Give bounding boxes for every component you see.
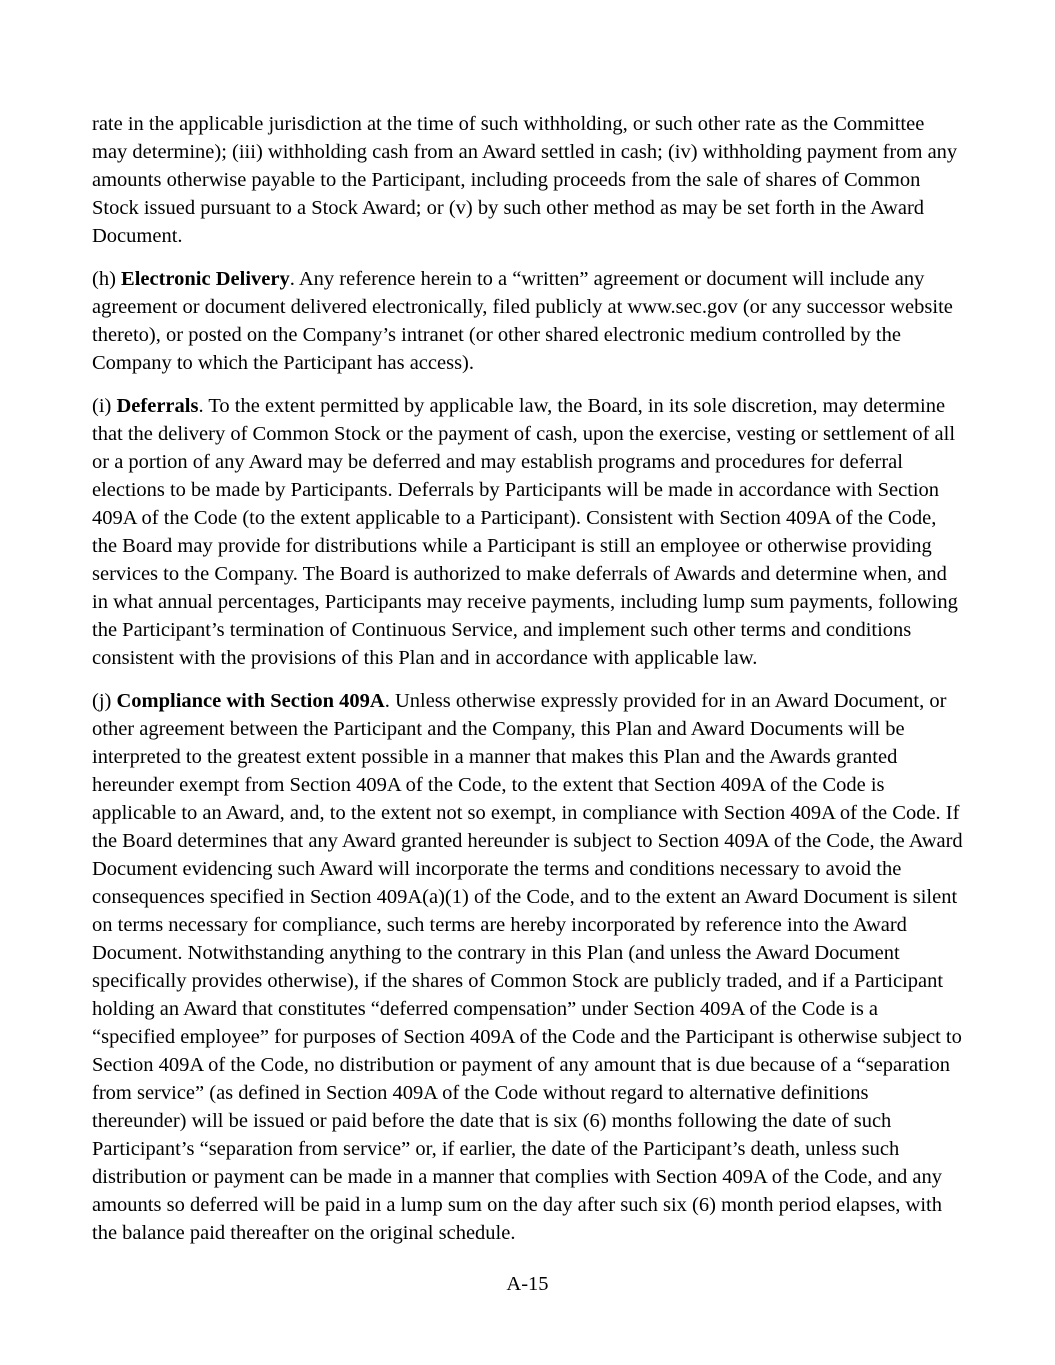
document-body [92,110,964,1247]
paragraph-compliance-409a [92,687,964,1247]
paragraph-text: . To the extent permitted by applicable law, the Board, in its sole discretion, may determine that the delivery of Common Stock or the payment of cash, upon the exercise, vesting or settlement of all or a portion of any Award may be deferred and may establish programs and procedures for deferral elections to be made by Participants. Deferrals by Participants will be made in accordance with Section 409A of the Code (to the extent applicable to a Participant). Consistent with Section 409A of the Code, the Board may provide for distributions while a Participant is still an employee or otherwise providing services to the Company. The Board is authorized to make deferrals of Awards and determine when, and in what annual percentages, Participants may receive payments, including lump sum payments, following the Participant’s termination of Continuous Service, and implement such other terms and conditions consistent with the provisions of this Plan and in accordance with applicable law. [92,395,958,669]
page-number: A-15 [506,1273,549,1295]
paragraph-withholding-continuation [92,110,964,250]
paragraph-deferrals [92,392,964,672]
paragraph-text: rate in the applicable jurisdiction at the time of such withholding, or such other rate as the Committee may determine); (iii) withholding cash from an Award settled in cash; (iv) withholding payment from any amounts otherwise payable to the Participant, including proceeds from the sale of shares of Common Stock issued pursuant to a Stock Award; or (v) by such other method as may be set forth in the Award Document. [92,113,958,247]
paragraph-text: . Unless otherwise expressly provided for in an Award Document, or other agreement between the Participant and the Company, this Plan and Award Documents will be interpreted to the greatest extent possible in a manner that makes this Plan and the Awards granted hereunder exempt from Section 409A of the Code, to the extent that Section 409A of the Code is applicable to an Award, and, to the extent not so exempt, in compliance with Section 409A of the Code. If the Board determines that any Award granted hereunder is subject to Section 409A of the Code, the Award Document evidencing such Award will incorporate the terms and conditions necessary to avoid the consequences specified in Section 409A(a)(1) of the Code, and to the extent an Award Document is silent on terms necessary for compliance, such terms are hereby incorporated by reference into the Award Document. Notwithstanding anything to the contrary in this Plan (and unless the Award Document specifically provides otherwise), if the shares of Common Stock are publicly traded, and if a Participant holding an Award that constitutes “deferred compensation” under Section 409A of the Code is a “specified employee” for purposes of Section 409A of the Code and the Participant is otherwise subject to Section 409A of the Code, no distribution or payment of any amount that is due because of a “separation from service” (as defined in Section 409A of the Code without regard to alternative definitions thereunder) will be issued or paid before the date that is six (6) months following the date of such Participant’s “separation from service” or, if earlier, the date of the Participant’s death, unless such distribution or payment can be made in a manner that complies with Section 409A of the Code, and any amounts so deferred will be paid in a lump sum on the day after such six (6) month period elapses, with the balance paid thereafter on the original schedule. [92,690,963,1244]
paragraph-prefix: (j) [92,690,117,712]
paragraph-prefix: (h) [92,268,122,290]
paragraph-text: . Any reference herein to a “written” agreement or document will include any agreement or document delivered electronically, filed publicly at www.sec.gov (or any successor website thereto), or posted on the Company’s intranet (or other shared electronic medium controlled by the Company to which the Participant has access). [92,268,953,374]
paragraph-prefix: (i) [92,395,117,417]
paragraph-heading: Compliance with Section 409A [116,690,385,712]
paragraph-heading: Deferrals [116,395,199,417]
paragraph-heading: Electronic Delivery [121,268,290,290]
paragraph-electronic-delivery [92,265,964,377]
